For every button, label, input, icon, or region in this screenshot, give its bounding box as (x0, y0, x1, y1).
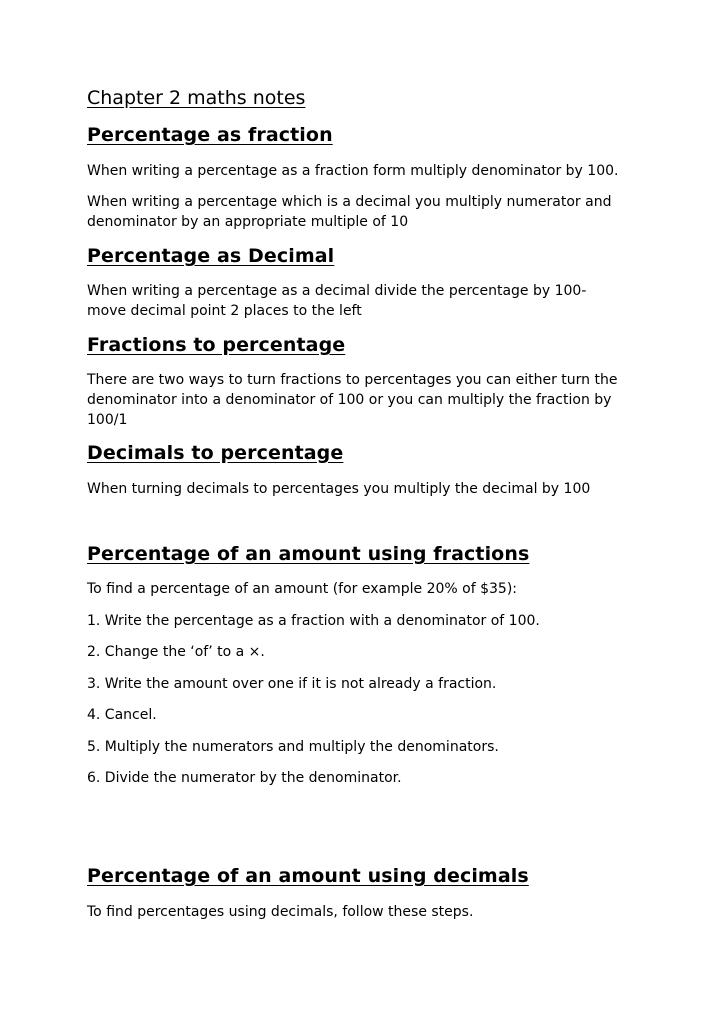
heading-percentage-as-fraction: Percentage as fraction (87, 124, 333, 146)
paragraph: There are two ways to turn fractions to percentages you can either turn the denominator into a denominator of 100 or you can multiply the fraction by 100/1 (87, 372, 618, 428)
heading-percentage-of-amount-decimals: Percentage of an amount using decimals (87, 865, 529, 887)
paragraph: When writing a percentage as a decimal divide the percentage by 100- move decimal point 2 places to the left (87, 283, 587, 319)
list-item: 6. Divide the numerator by the denominator. (87, 770, 402, 786)
heading-decimals-to-percentage: Decimals to percentage (87, 442, 344, 464)
list-item: 3. Write the amount over one if it is not already a fraction. (87, 676, 497, 692)
list-item: 2. Change the ‘of’ to a ×. (87, 644, 265, 660)
list-item: 5. Multiply the numerators and multiply the denominators. (87, 739, 499, 755)
heading-fractions-to-percentage: Fractions to percentage (87, 334, 346, 356)
document-title: Chapter 2 maths notes (87, 87, 306, 109)
paragraph: When writing a percentage which is a decimal you multiply numerator and denominator by an appropriate multiple of 10 (87, 194, 612, 230)
paragraph: To find a percentage of an amount (for example 20% of $35): (87, 581, 517, 597)
list-item: 1. Write the percentage as a fraction with a denominator of 100. (87, 613, 540, 629)
paragraph: When turning decimals to percentages you multiply the decimal by 100 (87, 481, 591, 497)
heading-percentage-as-decimal: Percentage as Decimal (87, 245, 335, 267)
paragraph: When writing a percentage as a fraction form multiply denominator by 100. (87, 163, 619, 179)
heading-percentage-of-amount-fractions: Percentage of an amount using fractions (87, 543, 530, 565)
paragraph: To find percentages using decimals, follow these steps. (87, 904, 474, 920)
list-item: 4. Cancel. (87, 707, 157, 723)
